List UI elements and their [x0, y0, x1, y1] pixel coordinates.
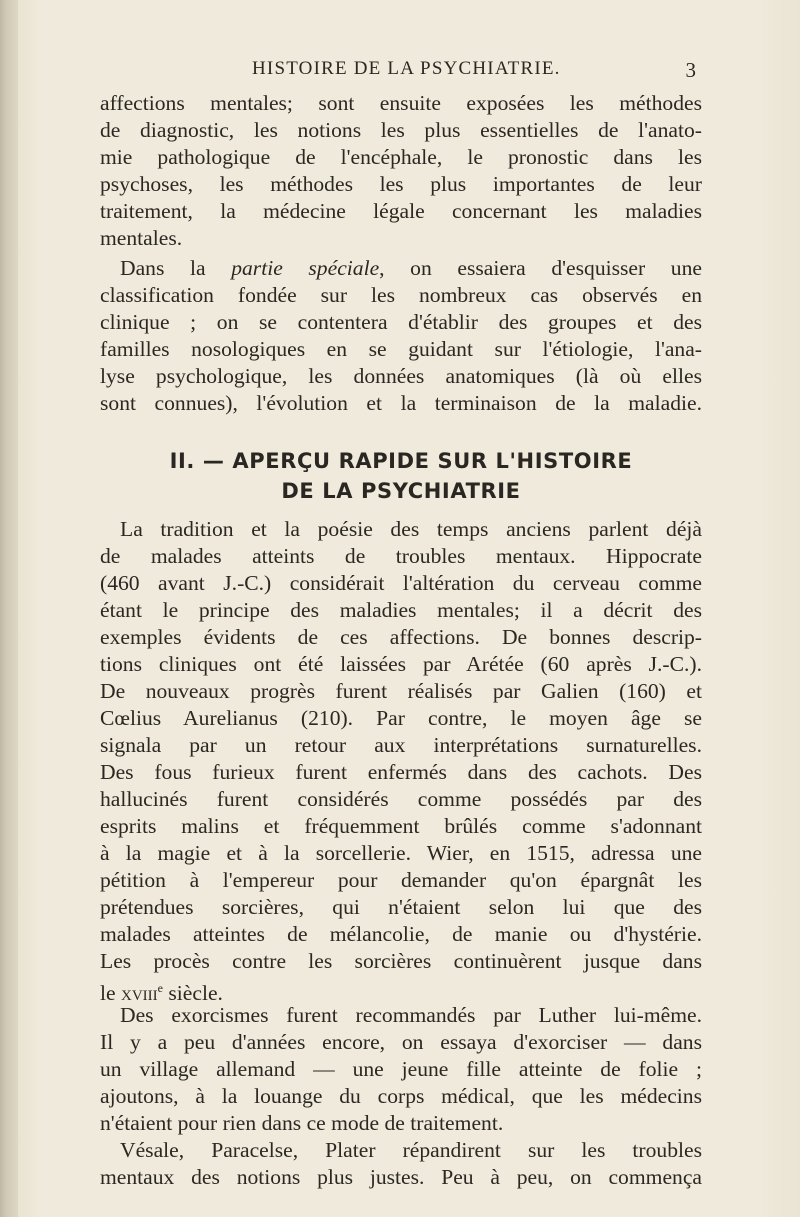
text-line: lyse psychologique, les données anatomiques (là où elles	[100, 364, 702, 388]
text-line: malades atteintes de mélancolie, de manie ou d'hystérie.	[100, 922, 702, 946]
text-line: ajoutons, à la louange du corps médical, que les médecins	[100, 1084, 702, 1108]
text-line: exemples évidents de ces affections. De bonnes descrip-	[100, 625, 702, 649]
text-line: tions cliniques ont été laissées par Arétée (60 après J.-C.).	[100, 652, 702, 676]
text-line: n'étaient pour rien dans ce mode de traitement.	[100, 1111, 504, 1135]
page-number: 3	[685, 58, 696, 82]
text-line	[100, 975, 702, 1005]
text-line: mentales.	[100, 226, 183, 250]
text-line	[100, 255, 702, 282]
page-binding-edge	[0, 0, 18, 1217]
paragraph-history	[100, 516, 702, 1005]
text-line: traitement, la médecine légale concernant les maladies	[100, 199, 702, 223]
text-fragment: siècle.	[162, 981, 223, 1005]
century-superscript: e	[157, 981, 163, 995]
text-line: esprits malins et fréquemment brûlés comme s'adonnant	[100, 814, 702, 838]
paragraph-intro-continued	[100, 90, 702, 252]
text-line: étant le principe des maladies mentales; il a décrit des	[100, 598, 702, 622]
text-line: à la magie et à la sorcellerie. Wier, en 1515, adressa une	[100, 841, 702, 865]
text-fragment: le	[100, 981, 121, 1005]
text-line: pétition à l'empereur pour demander qu'on épargnât les	[100, 868, 702, 892]
text-line: signala par un retour aux interprétations surnaturelles.	[100, 733, 702, 757]
text-line: Cœlius Aurelianus (210). Par contre, le moyen âge se	[100, 706, 702, 730]
text-line: (460 avant J.-C.) considérait l'altération du cerveau comme	[100, 571, 702, 595]
text-line: classification fondée sur les nombreux cas observés en	[100, 283, 702, 307]
text-line: sont connues), l'évolution et la terminaison de la maladie.	[100, 391, 702, 415]
paragraph-exorcism	[100, 1002, 702, 1137]
text-line: un village allemand — une jeune fille atteinte de folie ;	[100, 1057, 702, 1081]
century-numeral: xviii	[120, 981, 158, 1005]
text-fragment: Dans la	[120, 256, 232, 280]
text-line: de diagnostic, les notions les plus essentielles de l'anato-	[100, 118, 702, 142]
text-line: psychoses, les méthodes les plus importantes de leur	[100, 172, 702, 196]
text-line: de malades atteints de troubles mentaux. Hippocrate	[100, 544, 702, 568]
text-line: mentaux des notions plus justes. Peu à peu, on commença	[100, 1165, 702, 1189]
paragraph-partie-speciale	[100, 255, 702, 417]
text-line: Il y a peu d'années encore, on essaya d'exorciser — dans	[100, 1030, 702, 1054]
text-line: Des fous furieux furent enfermés dans des cachots. Des	[100, 760, 702, 784]
section-heading-line: DE LA PSYCHIATRIE	[281, 479, 521, 503]
text-line: Des exorcismes furent recommandés par Luther lui-même.	[120, 1003, 702, 1027]
italic-term: partie spéciale	[231, 256, 380, 280]
text-line: hallucinés furent considérés comme possédés par des	[100, 787, 702, 811]
running-head	[100, 58, 702, 86]
text-line: La tradition et la poésie des temps anciens parlent déjà	[120, 517, 702, 541]
paragraph-renaissance	[100, 1137, 702, 1191]
text-line: mie pathologique de l'encéphale, le pronostic dans les	[100, 145, 702, 169]
text-line: familles nosologiques en se guidant sur l'étiologie, l'ana-	[100, 337, 702, 361]
text-fragment: , on essaiera d'esquisser une	[379, 256, 702, 280]
text-line: prétendues sorcières, qui n'étaient selon lui que des	[100, 895, 702, 919]
text-line: De nouveaux progrès furent réalisés par Galien (160) et	[100, 679, 702, 703]
text-line: Les procès contre les sorcières continuèrent jusque dans	[100, 949, 702, 973]
section-heading	[100, 446, 702, 506]
running-title: HISTOIRE DE LA PSYCHIATRIE.	[252, 58, 561, 79]
text-line: clinique ; on se contentera d'établir des groupes et des	[100, 310, 702, 334]
text-line: Vésale, Paracelse, Plater répandirent sur les troubles	[120, 1138, 702, 1162]
text-line: affections mentales; sont ensuite exposées les méthodes	[100, 91, 702, 115]
section-heading-line: II. — APERÇU RAPIDE SUR L'HISTOIRE	[169, 449, 633, 473]
